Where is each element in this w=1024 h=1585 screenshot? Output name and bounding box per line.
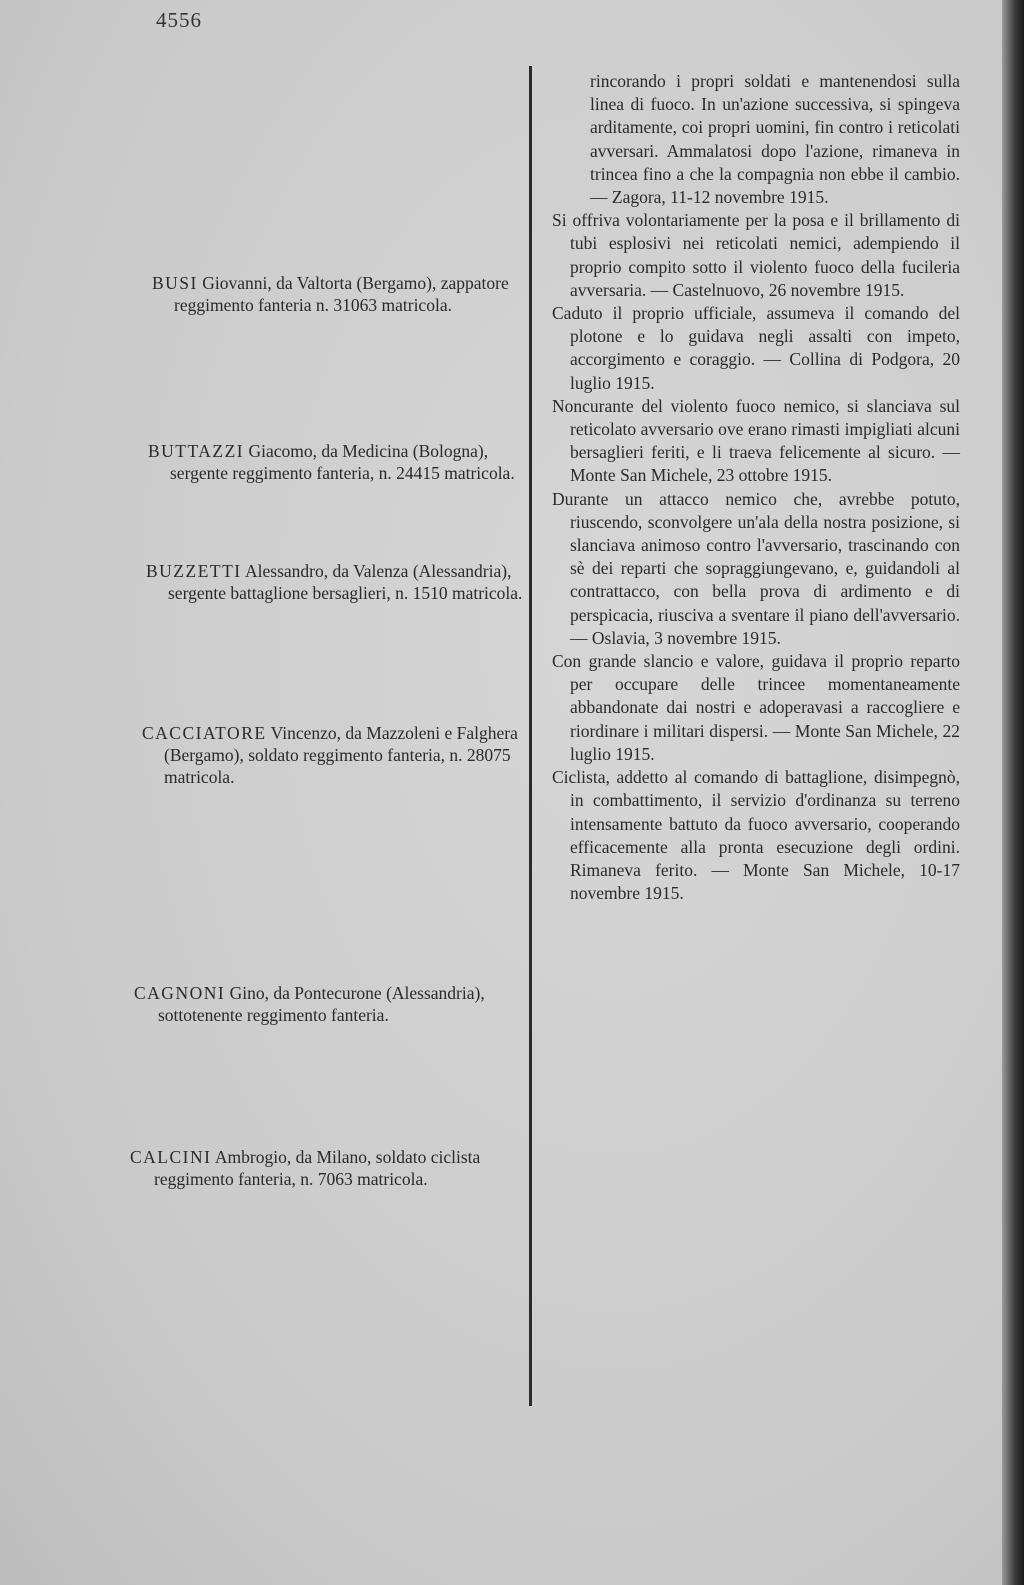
entry-cagnoni <box>134 982 526 1026</box>
entry-name: CACCIATORE <box>142 723 267 743</box>
citation-text: Con grande slancio e valore, guidava il proprio reparto per occupare delle trincee momentaneamente abbandonate dai nostri e adoperavasi a raccogliere e riordinare i militari dispersi. — Monte San Michele, 22 luglio 1915. <box>552 651 960 764</box>
citation-text: Durante un attacco nemico che, avrebbe potuto, riuscendo, sconvolgere un'ala della nostra posizione, si slanciava animoso contro l'avversario, trascinando con sè dei reparti che sopraggiungevano, e, guidandoli al contrattacco, con bella prova di ardimento e di perspicacia, riusciva a sventare il piano dell'avversario. — Oslavia, 3 novembre 1915. <box>552 488 960 648</box>
entry-busi <box>152 272 542 316</box>
citation-text: Si offriva volontariamente per la posa e il brillamento di tubi esplosivi nei reticolati nemici, adempiendo il proprio compito sotto il violento fuoco della fucileria avversaria. — Castelnuovo, 26 novembre 1915. <box>552 210 960 300</box>
citations-column <box>552 70 960 905</box>
page-edge <box>1002 0 1024 1585</box>
entry-details: Alessandro, da Valenza (Alessandria), sergente battaglione bersaglieri, n. 1510 matricola. <box>168 561 523 603</box>
entry-name: CAGNONI <box>134 983 226 1003</box>
entry-details: Giacomo, da Medicina (Bologna), sergente reggimento fanteria, n. 24415 matricola. <box>170 441 515 483</box>
citation-text: rincorando i propri soldati e mantenendosi sulla linea di fuoco. In un'azione successiva, si spingeva arditamente, coi propri uomini, fin contro i reticolati avversari. Ammalatosi dopo l'azione, rimaneva in trincea fino a che la compagnia non ebbe il cambio. — Zagora, 11-12 novembre 1915. <box>590 71 960 208</box>
citation-text: Ciclista, addetto al comando di battaglione, disimpegnò, in combattimento, il servizio d'ordinanza su terreno intensamente battuto da fuoco avversario, cooperando efficacemente alla pronta esecuzione degli ordini. Rimaneva ferito. — Monte San Michele, 10-17 novembre 1915. <box>552 767 960 904</box>
citation-text: Noncurante del violento fuoco nemico, si slanciava sul reticolato avversario ove erano rimasti impigliati alcuni bersaglieri feriti, e li traeva felicemente al sicuro. — Monte San Michele, 23 ottobre 1915. <box>552 395 960 486</box>
entry-calcini <box>130 1146 522 1190</box>
entry-buzzetti <box>146 560 538 604</box>
entry-cacciatore <box>142 722 532 788</box>
entry-name: BUSI <box>152 273 198 293</box>
entry-details: Ambrogio, da Milano, soldato ciclista reggimento fanteria, n. 7063 matricola. <box>154 1147 481 1189</box>
entry-details: Vincenzo, da Mazzoleni e Falghera (Bergamo), soldato reggimento fanteria, n. 28075 matricola. <box>164 723 518 787</box>
entry-details: Gino, da Pontecurone (Alessandria), sottotenente reggimento fanteria. <box>158 983 485 1025</box>
entry-name: BUZZETTI <box>146 561 242 581</box>
entry-name: CALCINI <box>130 1147 212 1167</box>
entry-details: Giovanni, da Valtorta (Bergamo), zappatore reggimento fanteria n. 31063 matricola. <box>174 273 509 315</box>
page-number: 4556 <box>156 8 202 32</box>
entry-name: BUTTAZZI <box>148 441 245 461</box>
entry-buttazzi <box>148 440 540 484</box>
citation-text: Caduto il proprio ufficiale, assumeva il comando del plotone e lo guidava negli assalti con impeto, accorgimento e coraggio. — Collina di Podgora, 20 luglio 1915. <box>552 303 960 393</box>
